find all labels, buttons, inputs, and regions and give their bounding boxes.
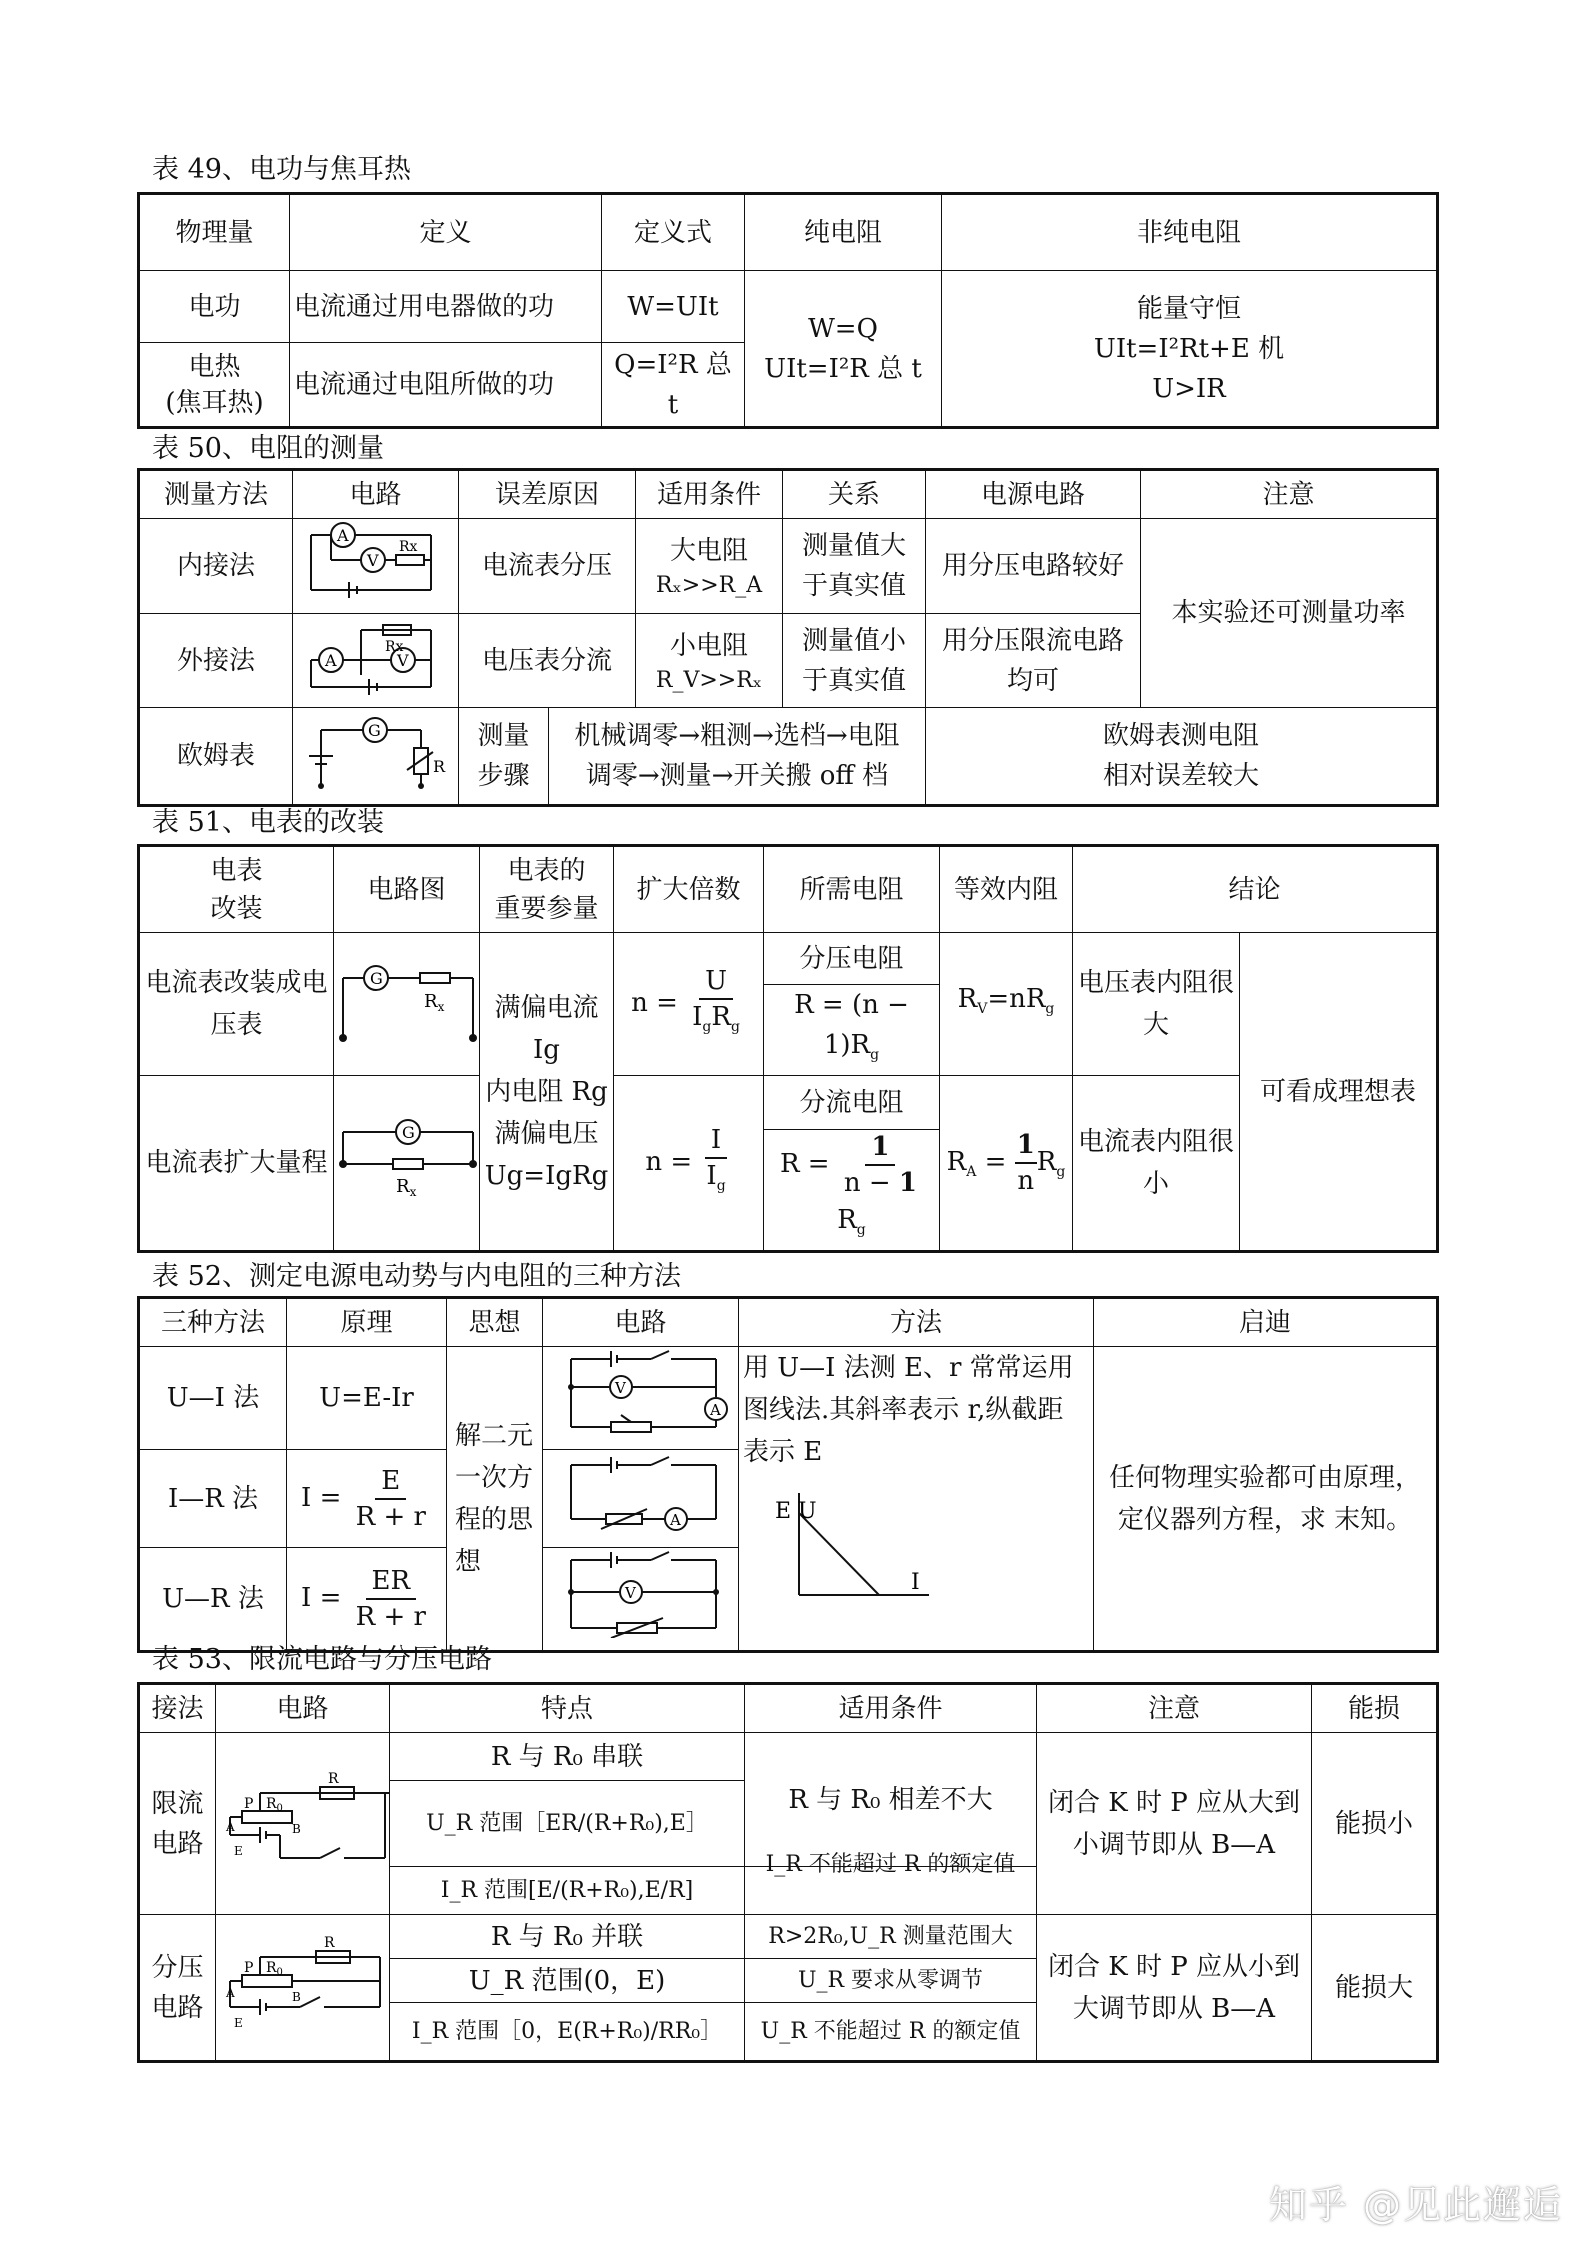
principle: I = $\frac{ER}{R + r}$ bbox=[287, 1548, 447, 1651]
factor-lhs: n = bbox=[631, 988, 678, 1019]
resistor-type: 分压电阻 bbox=[764, 933, 940, 985]
error-reason: 电压表分流 bbox=[459, 614, 636, 708]
feature-line: U_R 范围(0，E) bbox=[390, 1959, 745, 2003]
table-t49 bbox=[139, 194, 1436, 427]
header-cell: 结论 bbox=[1073, 847, 1437, 933]
svg-text:B: B bbox=[292, 1989, 301, 2004]
conclusion: 电压表内阻很大 bbox=[1073, 933, 1240, 1076]
svg-text:A: A bbox=[226, 1985, 235, 2000]
circuit-ohmmeter bbox=[293, 708, 459, 805]
ui-graph-icon bbox=[739, 1473, 939, 1603]
svg-text:A: A bbox=[336, 526, 349, 545]
method-name: 内接法 bbox=[140, 519, 293, 614]
svg-text:E U: E U bbox=[775, 1499, 817, 1524]
feature-line: U_R 范围［ER/(R+R₀),E］ bbox=[390, 1781, 745, 1867]
header-cell: 定义式 bbox=[602, 195, 745, 271]
expansion-factor bbox=[614, 1076, 764, 1251]
relation-line: 于真实值 bbox=[802, 665, 907, 696]
condition-line: U_R 要求从零调节 bbox=[745, 1959, 1037, 2003]
row-formula: W=UIt bbox=[602, 271, 745, 343]
svg-text:V: V bbox=[396, 650, 409, 670]
condition-line: R_V>>Rₓ bbox=[655, 667, 763, 693]
circuit-diagram-icon bbox=[338, 1102, 478, 1212]
steps-line: 调零→测量→开关搬 off 档 bbox=[585, 761, 889, 791]
method-text: 用 U—I 法测 E、r 常常运用图线法.其斜率表示 r,纵截距表示 E bbox=[743, 1353, 1074, 1467]
fraction bbox=[700, 1123, 731, 1203]
header-cell: 三种方法 bbox=[140, 1299, 287, 1347]
nonpure-line: 能量守恒 bbox=[1136, 293, 1241, 324]
header-cell: 适用条件 bbox=[745, 1685, 1037, 1733]
svg-text:V: V bbox=[366, 551, 379, 570]
final-conclusion: 可看成理想表 bbox=[1240, 933, 1437, 1251]
relation-cell bbox=[783, 614, 926, 708]
error-reason: 电流表分压 bbox=[459, 519, 636, 614]
ui-graph bbox=[739, 1473, 1093, 1603]
circuit-diagram-icon bbox=[551, 1347, 731, 1437]
circuit-internal-connection bbox=[293, 519, 459, 614]
steps-line: 机械调零→粗测→选档→电阻 bbox=[574, 721, 900, 751]
conversion-name: 电流表扩大量程 bbox=[140, 1076, 334, 1251]
svg-text:A: A bbox=[669, 1510, 681, 1529]
svg-text:B: B bbox=[292, 1821, 301, 1836]
condition-line: R 与 R₀ 相差不大 bbox=[745, 1733, 1037, 1867]
method-name: 欧姆表 bbox=[140, 708, 293, 805]
table-t50 bbox=[139, 470, 1436, 805]
non-pure-resistance-cell bbox=[942, 271, 1437, 427]
principle: U=E-Ir bbox=[287, 1347, 447, 1450]
svg-text:Rx: $R_x$ bbox=[396, 1176, 417, 1200]
relation-line: 于真实值 bbox=[802, 571, 907, 601]
svg-text:Rx: Rx bbox=[384, 638, 403, 655]
condition-line: U_R 不能超过 R 的额定值 bbox=[745, 2003, 1037, 2061]
resistor-formula: $R = (n - 1)R_g$ bbox=[764, 985, 940, 1076]
header-cell: 注意 bbox=[1141, 471, 1437, 519]
header-cell: 特点 bbox=[390, 1685, 745, 1733]
source-circuit: 用分压限流电路均可 bbox=[926, 614, 1141, 708]
circuit-type: 分压 电路 bbox=[140, 1915, 216, 2061]
condition-line: I_R 不能超过 R 的额定值 bbox=[745, 1841, 1037, 1889]
steps-cell bbox=[549, 708, 926, 805]
circuit-diagram-icon bbox=[301, 615, 451, 695]
header-cell: 等效内阻 bbox=[940, 847, 1073, 933]
circuit-voltage-divider bbox=[216, 1915, 390, 2061]
header-cell: 方法 bbox=[739, 1299, 1094, 1347]
conversion-name: 电流表改装成电压表 bbox=[140, 933, 334, 1076]
header-cell: 适用条件 bbox=[636, 471, 783, 519]
svg-text:I: I bbox=[911, 1570, 920, 1595]
feature-line: I_R 范围[E/(R+R₀),E/R] bbox=[390, 1867, 745, 1915]
numerator: U bbox=[699, 964, 733, 1000]
numerator: I bbox=[705, 1123, 727, 1159]
svg-text:A: A bbox=[709, 1401, 721, 1419]
condition-line: R>2R₀,U_R 测量范围大 bbox=[745, 1915, 1037, 1959]
circuit-diagram-icon bbox=[301, 520, 451, 600]
note-line: 相对误差较大 bbox=[1103, 761, 1260, 791]
principle: I = $\frac{E}{R + r}$ bbox=[287, 1450, 447, 1548]
energy-loss: 能损大 bbox=[1312, 1915, 1437, 2061]
svg-text:A: A bbox=[324, 650, 337, 670]
resistor-type: 分流电阻 bbox=[764, 1076, 940, 1130]
header-cell: 电表的 重要参量 bbox=[480, 847, 614, 933]
circuit-diagram-icon bbox=[338, 943, 478, 1053]
header-cell: 定义 bbox=[290, 195, 602, 271]
denominator: $I_gR_g$ bbox=[692, 1002, 740, 1036]
table-t53 bbox=[139, 1684, 1436, 2061]
header-cell: 电表 改装 bbox=[140, 847, 334, 933]
condition-cell bbox=[636, 519, 783, 614]
table-t51 bbox=[139, 846, 1436, 1251]
equivalent-resistance: $R_A$ = $\frac{1}{n}$ $R_g$ bbox=[940, 1076, 1073, 1251]
condition-cell bbox=[636, 614, 783, 708]
note-line: 欧姆表测电阻 bbox=[1103, 721, 1260, 751]
header-cell: 电路图 bbox=[334, 847, 480, 933]
row-formula: Q=I²R 总 t bbox=[602, 343, 745, 427]
svg-text:R: R bbox=[324, 1934, 335, 1951]
conclusion: 电流表内阻很小 bbox=[1073, 1076, 1240, 1251]
svg-text:P: P bbox=[244, 1795, 254, 1812]
header-cell: 启迪 bbox=[1094, 1299, 1437, 1347]
svg-text:G: G bbox=[367, 721, 381, 740]
svg-text:E: E bbox=[234, 2015, 243, 2030]
row-definition: 电流通过用电器做的功 bbox=[290, 271, 602, 343]
caption-t51: 表 51、电表的改装 bbox=[152, 807, 384, 838]
svg-text:E: E bbox=[234, 1843, 243, 1858]
ohmmeter-note bbox=[926, 708, 1437, 805]
header-cell: 误差原因 bbox=[459, 471, 636, 519]
feature-line: R 与 R₀ 并联 bbox=[390, 1915, 745, 1959]
row-definition: 电流通过电阻所做的功 bbox=[290, 343, 602, 427]
method-name: 外接法 bbox=[140, 614, 293, 708]
header-cell: 电路 bbox=[216, 1685, 390, 1733]
source-circuit: 用分压电路较好 bbox=[926, 519, 1141, 614]
svg-text:R0: $R_0$ bbox=[266, 1959, 283, 1978]
header-cell: 电路 bbox=[293, 471, 459, 519]
circuit-ur-method bbox=[543, 1548, 739, 1651]
circuit-diagram-icon bbox=[301, 708, 451, 792]
method-name: I—R 法 bbox=[140, 1450, 287, 1548]
nonpure-line: UIt=I²Rt+E 机 bbox=[1093, 333, 1285, 364]
relation-line: 测量值大 bbox=[802, 531, 907, 561]
feature-line: R 与 R₀ 串联 bbox=[390, 1733, 745, 1781]
caption-t49: 表 49、电功与焦耳热 bbox=[152, 154, 411, 185]
factor-lhs: n = bbox=[645, 1147, 693, 1178]
circuit-ui-method bbox=[543, 1347, 739, 1450]
relation-cell bbox=[783, 519, 926, 614]
feature-line: I_R 范围［0，E(R+R₀)/RR₀］ bbox=[390, 2003, 745, 2061]
header-cell: 电源电路 bbox=[926, 471, 1141, 519]
caption-t50: 表 50、电阻的测量 bbox=[152, 433, 384, 464]
pure-line: W=Q bbox=[808, 313, 878, 344]
circuit-ammeter-expansion bbox=[334, 1076, 480, 1251]
header-cell: 原理 bbox=[287, 1299, 447, 1347]
condition-line: 大电阻 bbox=[670, 536, 749, 566]
svg-text:V: V bbox=[624, 1584, 636, 1602]
circuit-external-connection bbox=[293, 614, 459, 708]
svg-text:V: V bbox=[614, 1379, 626, 1397]
circuit-diagram-icon bbox=[551, 1453, 731, 1533]
pure-line: UIt=I²R 总 t bbox=[764, 353, 922, 384]
header-cell: 关系 bbox=[783, 471, 926, 519]
circuit-diagram-icon bbox=[220, 1927, 390, 2037]
header-cell: 纯电阻 bbox=[745, 195, 942, 271]
svg-text:G: G bbox=[370, 969, 383, 989]
svg-text:R0: $R_0$ bbox=[266, 1795, 283, 1814]
svg-text:R: R bbox=[432, 757, 445, 776]
header-cell: 扩大倍数 bbox=[614, 847, 764, 933]
fraction bbox=[686, 964, 746, 1044]
circuit-current-limiting bbox=[216, 1733, 390, 1915]
caption-t52: 表 52、测定电源电动势与内电阻的三种方法 bbox=[152, 1261, 681, 1292]
expansion-factor bbox=[614, 933, 764, 1076]
circuit-type: 限流 电路 bbox=[140, 1733, 216, 1915]
header-cell: 物理量 bbox=[140, 195, 290, 271]
table-t52 bbox=[139, 1298, 1436, 1651]
header-cell: 所需电阻 bbox=[764, 847, 940, 933]
pure-resistance-cell bbox=[745, 271, 942, 427]
resistor-formula: R = $\frac{1}{n - 1}$ $R_g$ bbox=[764, 1130, 940, 1251]
circuit-ir-method bbox=[543, 1450, 739, 1548]
note-cell: 本实验还可测量功率 bbox=[1141, 519, 1437, 708]
steps-label: 测量 步骤 bbox=[459, 708, 549, 805]
header-cell: 能损 bbox=[1312, 1685, 1437, 1733]
header-cell: 注意 bbox=[1037, 1685, 1312, 1733]
equivalent-resistance: $R_V=nR_g$ bbox=[940, 933, 1073, 1076]
circuit-diagram-icon bbox=[220, 1763, 390, 1873]
insight-cell: 任何物理实验都可由原理，定仪器列方程，求 末知。 bbox=[1094, 1347, 1437, 1651]
note-cell: 闭合 K 时 P 应从大到小调节即从 B—A bbox=[1037, 1733, 1312, 1915]
svg-text:Rx: Rx bbox=[398, 539, 417, 555]
svg-text:P: P bbox=[244, 1959, 254, 1976]
header-cell: 非纯电阻 bbox=[942, 195, 1437, 271]
circuit-diagram-icon bbox=[551, 1548, 731, 1638]
header-cell: 思想 bbox=[447, 1299, 543, 1347]
watermark: 知乎 @见此邂逅 bbox=[1268, 2183, 1563, 2227]
circuit-voltmeter-conversion bbox=[334, 933, 480, 1076]
note-cell: 闭合 K 时 P 应从小到大调节即从 B—A bbox=[1037, 1915, 1312, 2061]
energy-loss: 能损小 bbox=[1312, 1733, 1437, 1915]
nonpure-line: U>IR bbox=[1152, 373, 1226, 404]
svg-text:R: R bbox=[328, 1770, 339, 1787]
svg-text:Rx: $R_x$ bbox=[424, 991, 445, 1015]
method-name: U—R 法 bbox=[140, 1548, 287, 1651]
denominator: $I_g$ bbox=[706, 1161, 726, 1195]
header-cell: 接法 bbox=[140, 1685, 216, 1733]
svg-text:A: A bbox=[226, 1819, 235, 1834]
condition-line: Rₓ>>R_A bbox=[655, 573, 763, 598]
idea-cell: 解二元一次方程的思想 bbox=[447, 1347, 543, 1651]
method-name: U—I 法 bbox=[140, 1347, 287, 1450]
caption-t53: 表 53、限流电路与分压电路 bbox=[152, 1644, 492, 1675]
condition-line: 小电阻 bbox=[670, 630, 749, 661]
method-cell bbox=[739, 1347, 1094, 1651]
svg-text:G: G bbox=[402, 1123, 415, 1143]
header-cell: 测量方法 bbox=[140, 471, 293, 519]
header-cell: 电路 bbox=[543, 1299, 739, 1347]
row-name: 电热 (焦耳热) bbox=[140, 343, 290, 427]
relation-line: 测量值小 bbox=[802, 625, 907, 656]
important-params: 满偏电流 Ig 内电阻 Rg 满偏电压 Ug=IgRg bbox=[480, 933, 614, 1251]
row-name: 电功 bbox=[140, 271, 290, 343]
